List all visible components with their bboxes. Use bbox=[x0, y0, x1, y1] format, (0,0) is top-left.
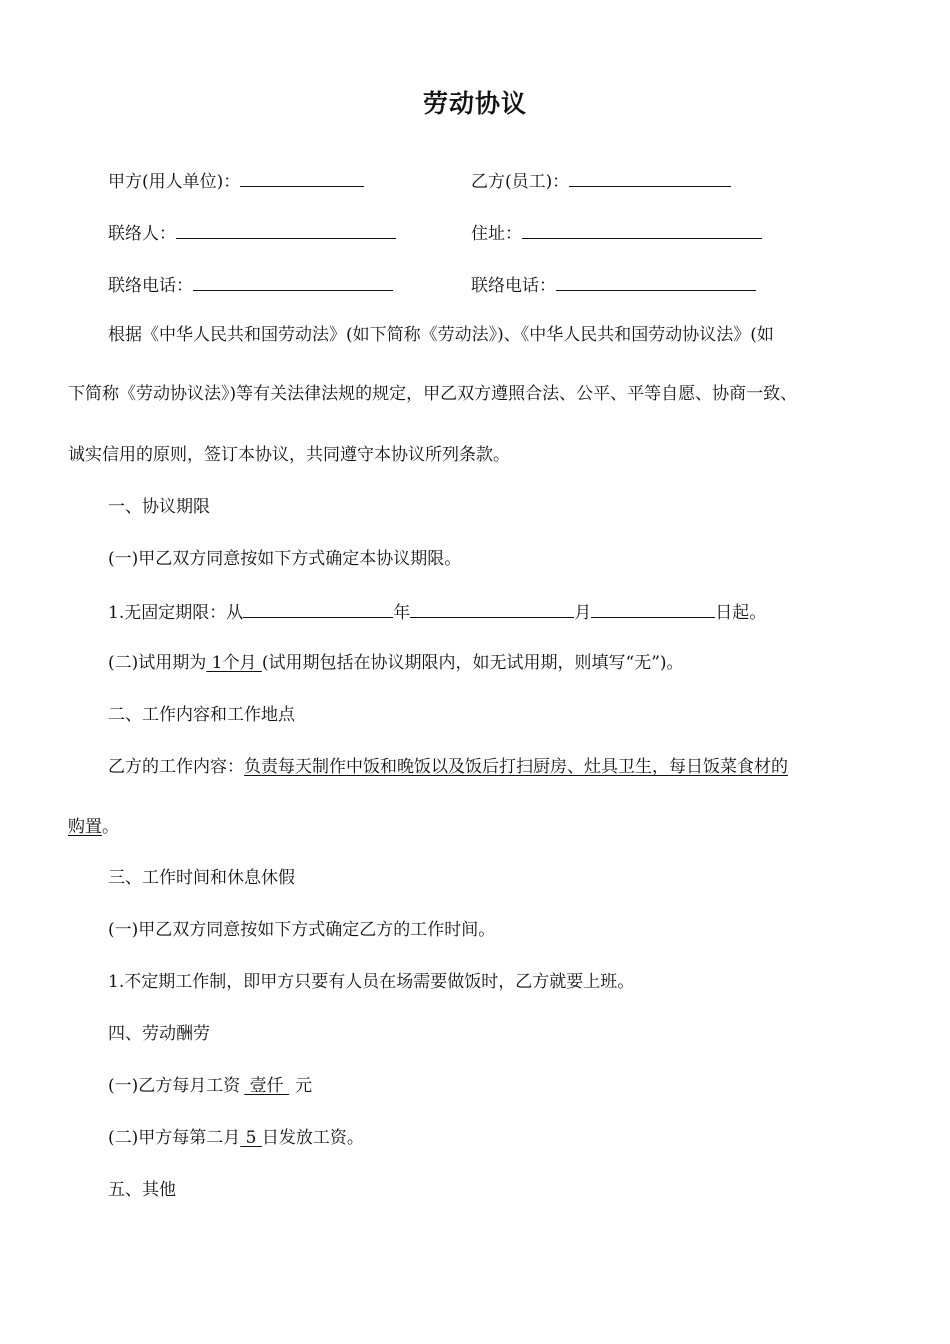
phone-b-blank[interactable] bbox=[556, 272, 756, 291]
party-a-blank[interactable] bbox=[240, 168, 364, 187]
payday-value: 5 bbox=[240, 1128, 262, 1148]
work-content-value-1: 负责每天制作中饭和晚饭以及饭后打扫厨房、灶具卫生，每日饭菜食材的 bbox=[244, 757, 788, 777]
payday-line bbox=[108, 1126, 364, 1150]
party-b-label: 乙方(员工)： bbox=[471, 172, 570, 192]
section-3-item-1: (一)甲乙双方同意按如下方式确定乙方的工作时间。 bbox=[108, 920, 496, 940]
term-day-blank[interactable] bbox=[591, 599, 715, 618]
section-3-heading: 三、工作时间和休息休假 bbox=[108, 868, 295, 888]
term-line bbox=[108, 599, 766, 625]
work-content-value-2: 购置 bbox=[68, 817, 102, 837]
phone-b-field bbox=[471, 272, 756, 298]
work-content-line-2 bbox=[68, 815, 119, 839]
payday-suffix: 日发放工资。 bbox=[261, 1128, 364, 1148]
probation-suffix: (试用期包括在协议期限内，如无试用期，则填写“无”)。 bbox=[261, 653, 684, 673]
work-content-prefix: 乙方的工作内容： bbox=[108, 757, 244, 777]
phone-a-label: 联络电话： bbox=[108, 276, 193, 296]
address-label: 住址： bbox=[471, 224, 522, 244]
salary-line bbox=[108, 1074, 312, 1098]
probation-prefix: (二)试用期为 bbox=[108, 653, 207, 673]
section-4-heading: 四、劳动酬劳 bbox=[108, 1024, 210, 1044]
work-content-line-1 bbox=[108, 755, 788, 779]
salary-prefix: (一)乙方每月工资 bbox=[108, 1076, 241, 1096]
section-5-heading: 五、其他 bbox=[108, 1180, 176, 1200]
address-blank[interactable] bbox=[522, 220, 762, 239]
term-prefix: 1.无固定期限：从 bbox=[108, 603, 244, 623]
contact-person-blank[interactable] bbox=[176, 220, 396, 239]
work-content-end: 。 bbox=[102, 817, 119, 837]
preamble-line-3: 诚实信用的原则，签订本协议，共同遵守本协议所列条款。 bbox=[68, 445, 510, 465]
party-a-field bbox=[108, 168, 364, 194]
party-a-label: 甲方(用人单位)： bbox=[108, 172, 241, 192]
section-1-heading: 一、协议期限 bbox=[108, 497, 210, 517]
phone-a-blank[interactable] bbox=[193, 272, 393, 291]
term-day-label: 日起。 bbox=[715, 603, 767, 623]
document-title: 劳动协议 bbox=[422, 89, 527, 118]
probation-line bbox=[108, 651, 684, 675]
phone-a-field bbox=[108, 272, 393, 298]
section-2-heading: 二、工作内容和工作地点 bbox=[108, 705, 295, 725]
payday-prefix: (二)甲方每第二月 bbox=[108, 1128, 241, 1148]
salary-value: 壹仟 bbox=[244, 1076, 290, 1096]
phone-b-label: 联络电话： bbox=[471, 276, 556, 296]
salary-unit: 元 bbox=[295, 1076, 313, 1096]
preamble-line-2: 下简称《劳动协议法》)等有关法律法规的规定，甲乙双方遵照合法、公平、平等自愿、协商一致、 bbox=[68, 384, 798, 404]
contact-person-label: 联络人： bbox=[108, 224, 176, 244]
section-1-item-1: (一)甲乙双方同意按如下方式确定本协议期限。 bbox=[108, 549, 462, 569]
section-3-item-1-detail: 1.不定期工作制，即甲方只要有人员在场需要做饭时，乙方就要上班。 bbox=[108, 972, 635, 992]
party-b-field bbox=[471, 168, 731, 194]
term-year-label: 年 bbox=[393, 603, 411, 623]
term-month-blank[interactable] bbox=[410, 599, 574, 618]
probation-value: 1个月 bbox=[206, 653, 262, 673]
party-b-blank[interactable] bbox=[569, 168, 731, 187]
term-year-blank[interactable] bbox=[243, 599, 393, 618]
address-field bbox=[471, 220, 762, 246]
contact-person-field bbox=[108, 220, 396, 246]
term-month-label: 月 bbox=[574, 603, 592, 623]
preamble-line-1: 根据《中华人民共和国劳动法》(如下简称《劳动法》)、《中华人民共和国劳动协议法》(如 bbox=[108, 325, 774, 345]
